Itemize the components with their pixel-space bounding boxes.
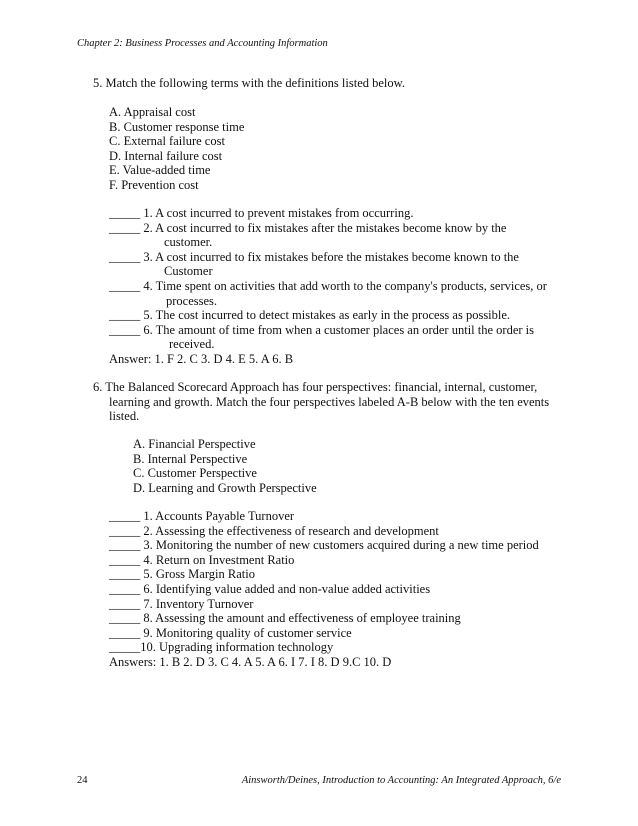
q5-answer: Answer: 1. F 2. C 3. D 4. E 5. A 6. B xyxy=(109,352,294,366)
q6-item: _____ 6. Identifying value added and non-value added activities xyxy=(109,582,431,596)
q6-perspective: C. Customer Perspective xyxy=(133,466,257,481)
q5-item: _____ 2. A cost incurred to fix mistakes after the mistakes become know by the xyxy=(109,220,507,235)
q6-item: _____ 1. Accounts Payable Turnover xyxy=(109,509,295,523)
q5-item: _____ 3. A cost incurred to fix mistakes before the mistakes become known to the xyxy=(109,249,519,264)
q6-item: _____10. Upgrading information technology xyxy=(109,640,334,655)
q6-item: _____ 3. Monitoring the number of new customers acquired during a new time period xyxy=(109,538,539,553)
q5-item: _____ 4. Time spent on activities that add worth to the company's products, services, or xyxy=(109,279,547,293)
q5-term: B. Customer response time xyxy=(109,119,245,134)
q6-item: _____ 5. Gross Margin Ratio xyxy=(109,567,255,582)
running-header: Chapter 2: Business Processes and Accounting Information xyxy=(77,38,328,49)
footer-citation: Ainsworth/Deines, Introduction to Accounting: An Integrated Approach, 6/e xyxy=(241,775,561,786)
q5-term: D. Internal failure cost xyxy=(109,148,223,163)
q5-prompt: 5. Match the following terms with the definitions listed below. xyxy=(93,76,405,90)
q6-prompt-line: learning and growth. Match the four perspectives labeled A-B below with the ten events xyxy=(109,394,550,409)
q6-item: _____ 8. Assessing the amount and effectiveness of employee training xyxy=(109,611,461,626)
q5-item-continuation: customer. xyxy=(164,235,213,250)
q5-item: _____ 5. The cost incurred to detect mistakes as early in the process as possible. xyxy=(109,308,511,323)
q5-item: _____ 6. The amount of time from when a customer places an order until the order is xyxy=(109,322,534,337)
q6-item: _____ 9. Monitoring quality of customer service xyxy=(109,625,352,640)
q5-term: F. Prevention cost xyxy=(109,178,199,192)
q6-perspective: A. Financial Perspective xyxy=(133,437,256,451)
q6-perspective: D. Learning and Growth Perspective xyxy=(133,480,317,495)
q6-perspective: B. Internal Perspective xyxy=(133,451,248,466)
q6-prompt-line: listed. xyxy=(109,409,140,424)
q6-item: _____ 7. Inventory Turnover xyxy=(109,596,254,611)
q6-prompt-line: 6. The Balanced Scorecard Approach has four perspectives: financial, internal, customer, xyxy=(93,380,538,394)
q5-item: _____ 1. A cost incurred to prevent mistakes from occurring. xyxy=(109,206,414,220)
q5-term: C. External failure cost xyxy=(109,134,225,149)
q5-item-continuation: received. xyxy=(169,337,215,352)
q6-item: _____ 2. Assessing the effectiveness of research and development xyxy=(109,523,439,538)
q6-answer: Answers: 1. B 2. D 3. C 4. A 5. A 6. I 7. I 8. D 9.C 10. D xyxy=(109,655,392,669)
page-number: 24 xyxy=(77,775,88,786)
q5-item-continuation: Customer xyxy=(164,264,213,279)
q6-item: _____ 4. Return on Investment Ratio xyxy=(109,552,295,567)
q5-term: A. Appraisal cost xyxy=(109,105,196,119)
q5-item-continuation: processes. xyxy=(166,293,218,308)
q5-term: E. Value-added time xyxy=(109,163,211,178)
